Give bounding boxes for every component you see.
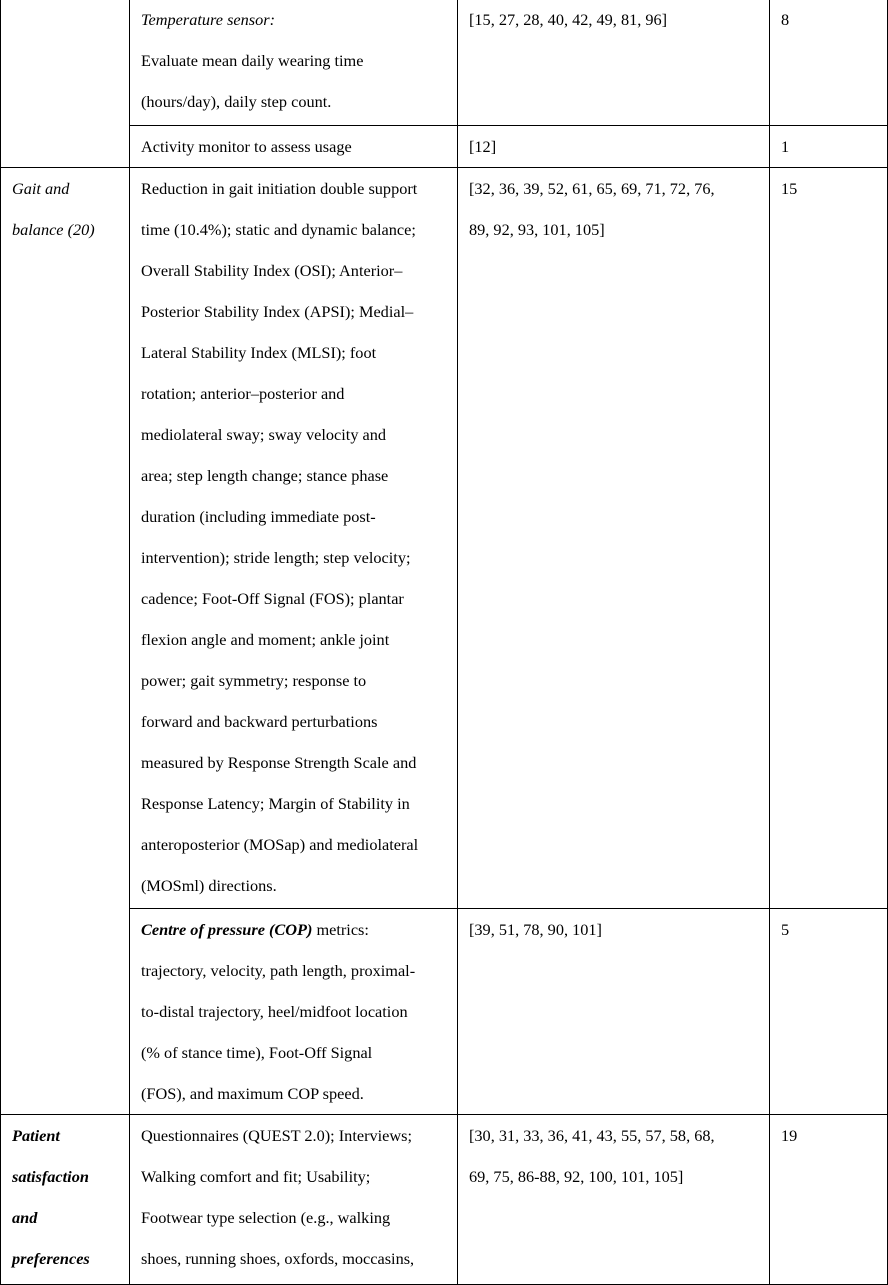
description-line: time (10.4%); static and dynamic balance; [141, 220, 416, 239]
description-line: anteroposterior (MOSap) and mediolateral [141, 835, 419, 854]
description-line: intervention); stride length; step velocity; [141, 548, 411, 567]
category-line: preferences [12, 1249, 90, 1268]
description-line: cadence; Foot-Off Signal (FOS); plantar [141, 589, 404, 608]
description-line: (% of stance time), Foot-Off Signal [141, 1043, 373, 1062]
count-cell: 15 [770, 168, 888, 909]
description-line: shoes, running shoes, oxfords, moccasins, [141, 1249, 415, 1268]
count-cell: 8 [770, 0, 888, 126]
references-line: 89, 92, 93, 101, 105] [469, 220, 605, 239]
description-cell: Activity monitor to assess usage [130, 126, 458, 168]
category-line: satisfaction [12, 1167, 89, 1186]
description-line: mediolateral sway; sway velocity and [141, 425, 387, 444]
description-line: forward and backward perturbations [141, 712, 378, 731]
description-line: Posterior Stability Index (APSI); Medial– [141, 302, 414, 321]
description-line: Evaluate mean daily wearing time [141, 51, 364, 70]
category-cell-empty [1, 909, 130, 1115]
description-line: Reduction in gait initiation double support [141, 179, 418, 198]
cop-term-rest: metrics: [312, 920, 369, 939]
references-cell: [12] [458, 126, 770, 168]
description-line: Response Latency; Margin of Stability in [141, 794, 410, 813]
references-line: [32, 36, 39, 52, 61, 65, 69, 71, 72, 76, [469, 179, 715, 198]
category-line: Gait and [12, 179, 70, 198]
description-line: Lateral Stability Index (MLSI); foot [141, 343, 377, 362]
description-line: duration (including immediate post- [141, 507, 376, 526]
description-line: to-distal trajectory, heel/midfoot location [141, 1002, 408, 1021]
category-cell-empty [1, 126, 130, 168]
description-cell [130, 1115, 458, 1285]
description-line: flexion angle and moment; ankle joint [141, 630, 390, 649]
count-cell: 5 [770, 909, 888, 1115]
table-row [1, 168, 888, 909]
count-cell: 1 [770, 126, 888, 168]
description-cell [130, 0, 458, 126]
category-line: and [12, 1208, 38, 1227]
description-line: (hours/day), daily step count. [141, 92, 332, 111]
description-line: Temperature sensor: [141, 10, 276, 29]
description-line: measured by Response Strength Scale and [141, 753, 417, 772]
category-line: Patient [12, 1126, 60, 1145]
references-line: 69, 75, 86-88, 92, 100, 101, 105] [469, 1167, 684, 1186]
description-line: area; step length change; stance phase [141, 466, 389, 485]
cop-term: Centre of pressure (COP) [141, 920, 313, 939]
references-cell [458, 168, 770, 909]
table-row [1, 909, 888, 1115]
description-line: trajectory, velocity, path length, proximal- [141, 961, 416, 980]
description-line: (MOSml) directions. [141, 876, 277, 895]
category-cell-empty [1, 0, 130, 126]
references-line: [30, 31, 33, 36, 41, 43, 55, 57, 58, 68, [469, 1126, 715, 1145]
table-row [1, 1115, 888, 1285]
description-line [141, 909, 457, 950]
description-line: (FOS), and maximum COP speed. [141, 1084, 364, 1103]
description-line: Questionnaires (QUEST 2.0); Interviews; [141, 1126, 413, 1145]
table-row [1, 126, 888, 168]
description-line: Walking comfort and fit; Usability; [141, 1167, 371, 1186]
references-cell: [15, 27, 28, 40, 42, 49, 81, 96] [458, 0, 770, 126]
description-cell [130, 168, 458, 909]
description-line: power; gait symmetry; response to [141, 671, 367, 690]
description-line: rotation; anterior–posterior and [141, 384, 345, 403]
description-line: Footwear type selection (e.g., walking [141, 1208, 391, 1227]
references-cell [458, 1115, 770, 1285]
category-cell [1, 168, 130, 909]
category-cell [1, 1115, 130, 1285]
description-cell [130, 909, 458, 1115]
category-line: balance (20) [12, 220, 95, 239]
references-cell: [39, 51, 78, 90, 101] [458, 909, 770, 1115]
description-line: Overall Stability Index (OSI); Anterior– [141, 261, 403, 280]
count-cell: 19 [770, 1115, 888, 1285]
table-row [1, 0, 888, 126]
